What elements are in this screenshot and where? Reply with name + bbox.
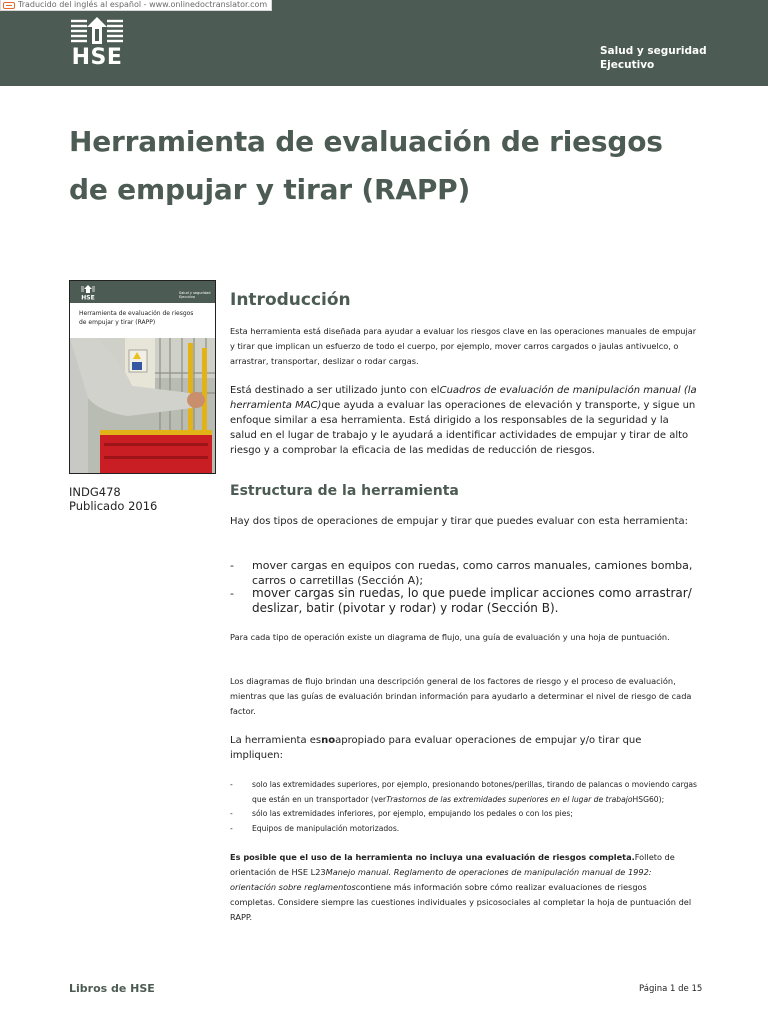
list-item [230, 558, 700, 588]
hsg60-title: Trastornos de las extremidades superiores en el lugar de trabajo [386, 795, 633, 804]
structure-paragraph-1: Hay dos tipos de operaciones de empujar y tirar que puedes evaluar con esta herramienta: [230, 516, 689, 527]
publication-date: Publicado 2016 [69, 499, 158, 513]
header-band [0, 0, 768, 86]
intro-paragraph-2 [230, 383, 698, 458]
p4-text-before: La herramienta es [230, 735, 322, 746]
list-item [230, 806, 700, 821]
intro-paragraph-1: Esta herramienta está diseñada para ayudar a evaluar los riesgos clave en las operaciones manuales de empujar y tirar que implican un esfuerzo de todo el cuerpo, por ejemplo, mover carros cargados o jaulas antivuelco, o arrastrar, transportar, deslizar o rodar cargas. [230, 326, 697, 366]
p5-text-after: contiene más información sobre cómo realizar evaluaciones de riesgos completas. Considere siempre las cuestiones individuales y psicosociales al completar la hoja de puntuación del RAPP. [230, 882, 692, 922]
structure-paragraph-4 [230, 733, 650, 763]
p5-emphasis: Es posible que el uso de la herramienta no incluya una evaluación de riesgos completa. [230, 852, 635, 862]
mac-tool-title: Cuadros de evaluación de manipulación manual (la herramienta MAC) [230, 385, 697, 411]
hsg60-code: HSG60 [632, 795, 659, 804]
page-title: Herramienta de evaluación de riesgos de empujar y tirar (RAPP) [69, 125, 663, 206]
introduction-heading: Introducción [230, 290, 351, 310]
bullet-text: mover cargas en equipos con ruedas, como carros manuales, camiones bomba, carros o carretillas (Sección A); [252, 559, 693, 587]
cover-org-line2: Ejecutivo [179, 295, 196, 299]
bullet-dash: - [230, 824, 233, 833]
structure-paragraph-5 [230, 850, 694, 925]
cover-hse-logo-icon [80, 284, 96, 301]
bullet-text: sólo las extremidades inferiores, por ejemplo, empujando los pedales o con los pies; [252, 809, 573, 818]
header-org-line1: Salud y seguridad [600, 45, 707, 57]
small-bullet-1-text-before: solo las extremidades superiores, por ejemplo, presionando botones/perillas, tirando de palancas o moviendo cargas que están en un transportador (ver [252, 780, 698, 804]
bullet-dash: - [230, 780, 233, 789]
cover-title-line1: Herramienta de evaluación de riesgos [79, 310, 194, 317]
hse-emblem-icon [69, 15, 125, 47]
hse-logo [69, 15, 125, 71]
translator-banner-text: Traducido del inglés al español - www.onlinedoctranslator.com [18, 0, 268, 9]
translate-icon [3, 2, 15, 9]
header-org-line2: Ejecutivo [600, 59, 655, 71]
intro-p2-text-after: que ayuda a evaluar las operaciones de elevación y transporte, y sigue un enfoque similar a esa herramienta. Está dirigido a los responsables de la seguridad y la salud en el lugar de trabajo y le ayudará a identificar actividades de empujar y tirar de alto riesgo y a comprobar la eficacia de las medidas de reducción de riesgos. [230, 400, 696, 456]
cover-thumbnail [69, 280, 216, 474]
small-bullet-1-text-end: ); [658, 795, 665, 804]
structure-paragraph-2: Para cada tipo de operación existe un diagrama de flujo, una guía de evaluación y una hoja de puntuación. [230, 632, 670, 642]
p5-text-mid: Folleto de orientación de HSE L23 [230, 852, 675, 877]
header-org-name [600, 44, 707, 72]
structure-paragraph-3: Los diagramas de flujo brindan una descripción general de los factores de riesgo y el proceso de evaluación, mientras que las guías de evaluación brindan información para ayudarlo a determinar el nivel de riesgo de cada factor. [230, 676, 692, 716]
cover-org-line1: Salud y seguridad [179, 291, 211, 295]
l23-title: Manejo manual. Reglamento de operaciones de manipulación manual de 1992: orientación sobre reglamentos [230, 867, 652, 892]
bullet-dash: - [230, 559, 234, 572]
translator-banner[interactable] [0, 0, 272, 11]
p4-emphasis: no [321, 735, 336, 746]
cover-title [79, 309, 209, 327]
cover-photo [70, 338, 215, 473]
list-item [230, 586, 700, 616]
list-item [230, 777, 700, 807]
cover-title-line2: de empujar y tirar (RAPP) [79, 319, 156, 326]
bullet-text [252, 777, 700, 807]
cover-org-name [179, 291, 211, 299]
structure-heading: Estructura de la herramienta [230, 483, 459, 499]
p4-text-after: apropiado para evaluar operaciones de empujar y/o tirar que impliquen: [230, 735, 642, 761]
bullet-dash: - [230, 809, 233, 818]
hse-logo-text: HSE [71, 45, 123, 70]
cover-logo-text: HSE [81, 294, 95, 301]
bullet-text: Equipos de manipulación motorizados. [252, 824, 400, 833]
list-item [230, 821, 700, 836]
page-number: Página 1 de 15 [639, 984, 703, 994]
bullet-dash: - [230, 587, 234, 600]
document-code: INDG478 [69, 485, 121, 499]
bullet-text: mover cargas sin ruedas, lo que puede implicar acciones como arrastrar/ deslizar, batir (pivotar y rodar) y rodar (Sección B). [252, 586, 692, 615]
intro-p2-text-before: Está destinado a ser utilizado junto con el [230, 385, 440, 396]
cover-header [70, 281, 215, 303]
footer-publisher: Libros de HSE [69, 982, 155, 995]
